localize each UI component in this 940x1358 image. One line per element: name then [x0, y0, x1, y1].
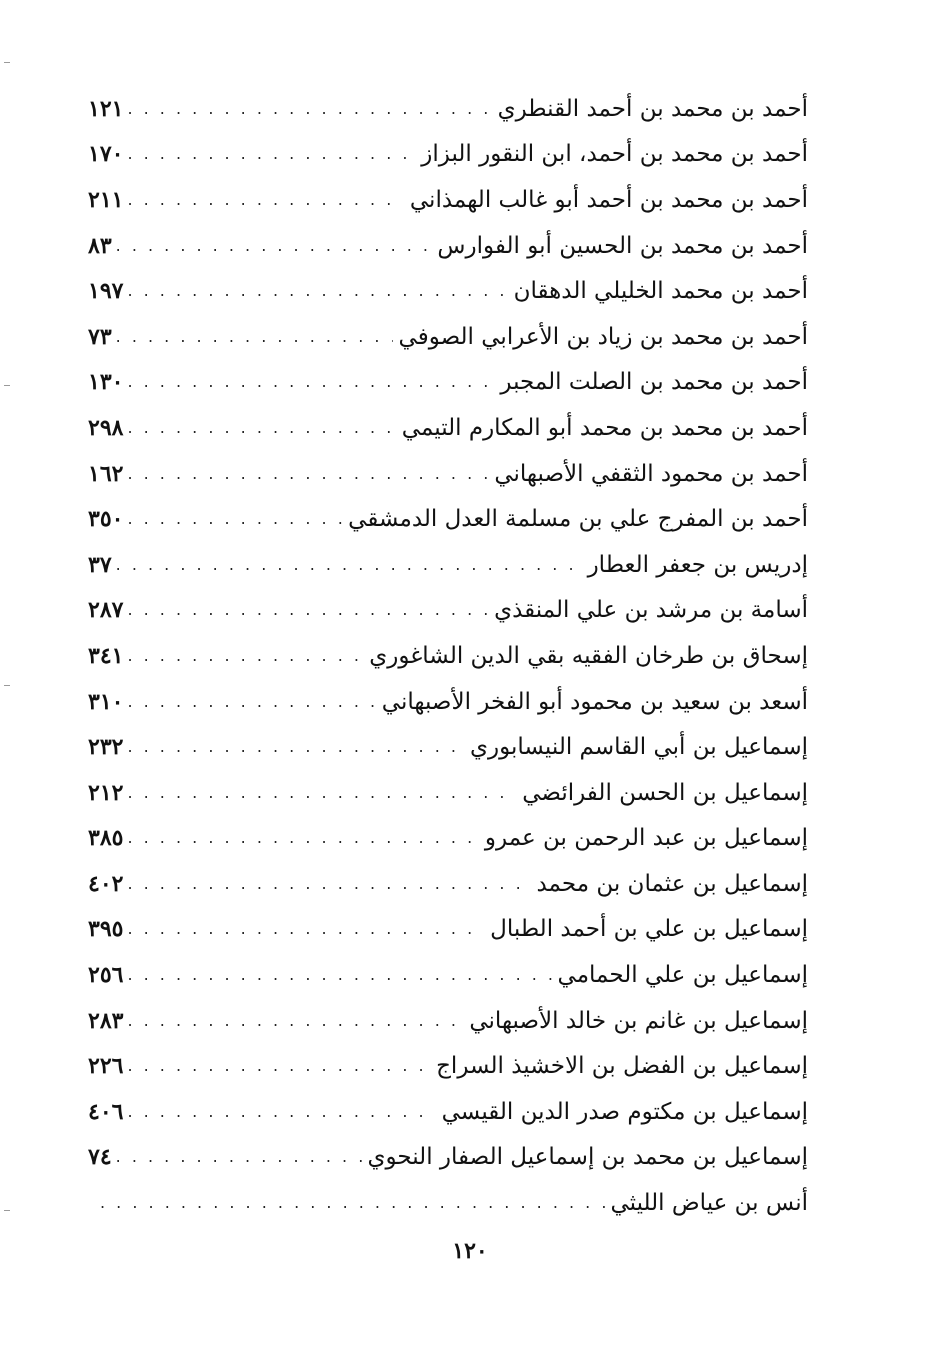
entry-name: أحمد بن محمد بن أحمد، ابن النقور البزاز [421, 141, 808, 168]
index-entry [88, 177, 808, 223]
dot-leader [123, 420, 395, 436]
dot-leader [112, 238, 432, 254]
index-entry [88, 86, 808, 132]
index-entry [88, 1135, 808, 1181]
index-entry [88, 998, 808, 1044]
index-entry [88, 1043, 808, 1089]
index-entry [88, 633, 808, 679]
dot-leader [96, 1195, 605, 1211]
index-entry [88, 679, 808, 725]
entry-page: ٣٧ [88, 551, 112, 578]
entry-name: أسامة بن مرشد بن علي المنقذي [494, 597, 808, 624]
index-entry [88, 314, 808, 360]
entry-page: ١٧٠ [88, 141, 124, 168]
index-entry [88, 907, 808, 953]
scan-mark [4, 685, 10, 686]
entry-page: ٢١١ [88, 186, 124, 213]
index-entry [88, 132, 808, 178]
entry-page: ٣٩٥ [88, 916, 124, 943]
index-entry [88, 1180, 808, 1226]
entry-page: ٧٤ [88, 1144, 112, 1171]
entry-page: ٢٣٢ [88, 734, 124, 761]
dot-leader [112, 1149, 362, 1165]
dot-leader [123, 511, 342, 527]
entry-page: ٧٣ [88, 323, 112, 350]
entry-name: إسماعيل بن غانم بن خالد الأصبهاني [469, 1007, 808, 1034]
dot-leader [123, 101, 491, 117]
entry-page: ٤٠٢ [88, 870, 124, 897]
dot-leader [123, 374, 494, 390]
entry-name: إدريس بن جعفر العطار [587, 551, 808, 578]
dot-leader [123, 739, 464, 755]
index-entry [88, 451, 808, 497]
index-entry [88, 542, 808, 588]
index-entry [88, 724, 808, 770]
entry-name: إسماعيل بن أبي القاسم النيسابوري [470, 734, 808, 761]
dot-leader [123, 967, 551, 983]
entry-page: ٢٩٨ [88, 414, 124, 441]
entry-name: إسماعيل بن عثمان بن محمد [536, 870, 808, 897]
index-list [88, 86, 808, 1226]
index-entry [88, 952, 808, 998]
entry-name: أسعد بن سعيد بن محمود أبو الفخر الأصبهاني [381, 688, 808, 715]
dot-leader [123, 283, 507, 299]
dot-leader [123, 466, 488, 482]
dot-leader [123, 1058, 430, 1074]
index-entry [88, 770, 808, 816]
entry-name: أحمد بن محمود الثقفي الأصبهاني [494, 460, 808, 487]
entry-page: ٣١٠ [88, 688, 124, 715]
index-entry [88, 816, 808, 862]
index-entry [88, 1089, 808, 1135]
entry-page: ٢١٢ [88, 779, 124, 806]
dot-leader [123, 192, 403, 208]
entry-name: إسماعيل بن محمد بن إسماعيل الصفار النحوي [367, 1144, 808, 1171]
entry-name: أحمد بن محمد بن محمد أبو المكارم التيمي [401, 414, 808, 441]
entry-name: أحمد بن المفرج علي بن مسلمة العدل الدمشقي [348, 506, 808, 533]
index-entry [88, 861, 808, 907]
scan-mark [4, 1210, 10, 1211]
dot-leader [123, 785, 516, 801]
entry-name: أحمد بن محمد بن أحمد القنطري [497, 95, 808, 122]
index-entry [88, 496, 808, 542]
entry-page: ٣٨٥ [88, 825, 124, 852]
entry-name: إسماعيل بن عبد الرحمن بن عمرو [484, 825, 808, 852]
entry-page: ١٣٠ [88, 369, 124, 396]
entry-page: ٣٥٠ [88, 506, 124, 533]
entry-name: إسماعيل بن الفضل بن الاخشيذ السراج [436, 1053, 808, 1080]
entry-name: إسماعيل بن الحسن الفرائضي [522, 779, 808, 806]
entry-name: إسماعيل بن علي الحمامي [557, 962, 808, 989]
dot-leader [112, 557, 582, 573]
entry-page: ٢٨٧ [88, 597, 124, 624]
entry-name: أحمد بن محمد بن زياد بن الأعرابي الصوفي [398, 323, 808, 350]
page-number: ١٢٠ [452, 1238, 488, 1264]
dot-leader [112, 329, 393, 345]
dot-leader [123, 876, 530, 892]
dot-leader [123, 1013, 463, 1029]
entry-page: ١٩٧ [88, 278, 124, 305]
entry-name: إسماعيل بن علي بن أحمد الطبال [490, 916, 808, 943]
entry-page: ١٦٢ [88, 460, 124, 487]
entry-page: ٤٠٦ [88, 1098, 124, 1125]
index-entry [88, 588, 808, 634]
entry-page: ٨٣ [88, 232, 112, 259]
dot-leader [123, 1104, 435, 1120]
dot-leader [123, 648, 363, 664]
entry-name: أحمد بن محمد بن الصلت المجبر [500, 369, 808, 396]
dot-leader [123, 830, 478, 846]
entry-page: ٣٤١ [88, 642, 124, 669]
entry-page: ٢٨٣ [88, 1007, 124, 1034]
index-entry [88, 268, 808, 314]
entry-page: ٢٢٦ [88, 1053, 124, 1080]
dot-leader [123, 602, 488, 618]
dot-leader [123, 146, 415, 162]
scan-mark [4, 385, 10, 386]
index-entry [88, 360, 808, 406]
dot-leader [123, 921, 484, 937]
entry-name: إسحاق بن طرخان الفقيه بقي الدين الشاغوري [369, 642, 808, 669]
scan-mark [4, 62, 10, 63]
index-entry [88, 223, 808, 269]
entry-name: أحمد بن محمد الخليلي الدهقان [513, 278, 808, 305]
dot-leader [123, 694, 375, 710]
entry-name: أنس بن عياض الليثي [610, 1190, 808, 1217]
entry-page: ١٢١ [88, 95, 124, 122]
entry-name: إسماعيل بن مكتوم صدر الدين القيسي [441, 1098, 808, 1125]
entry-page: ٢٥٦ [88, 962, 124, 989]
index-entry [88, 405, 808, 451]
entry-name: أحمد بن محمد بن أحمد أبو غالب الهمذاني [409, 186, 808, 213]
entry-name: أحمد بن محمد بن الحسين أبو الفوارس [437, 232, 808, 259]
